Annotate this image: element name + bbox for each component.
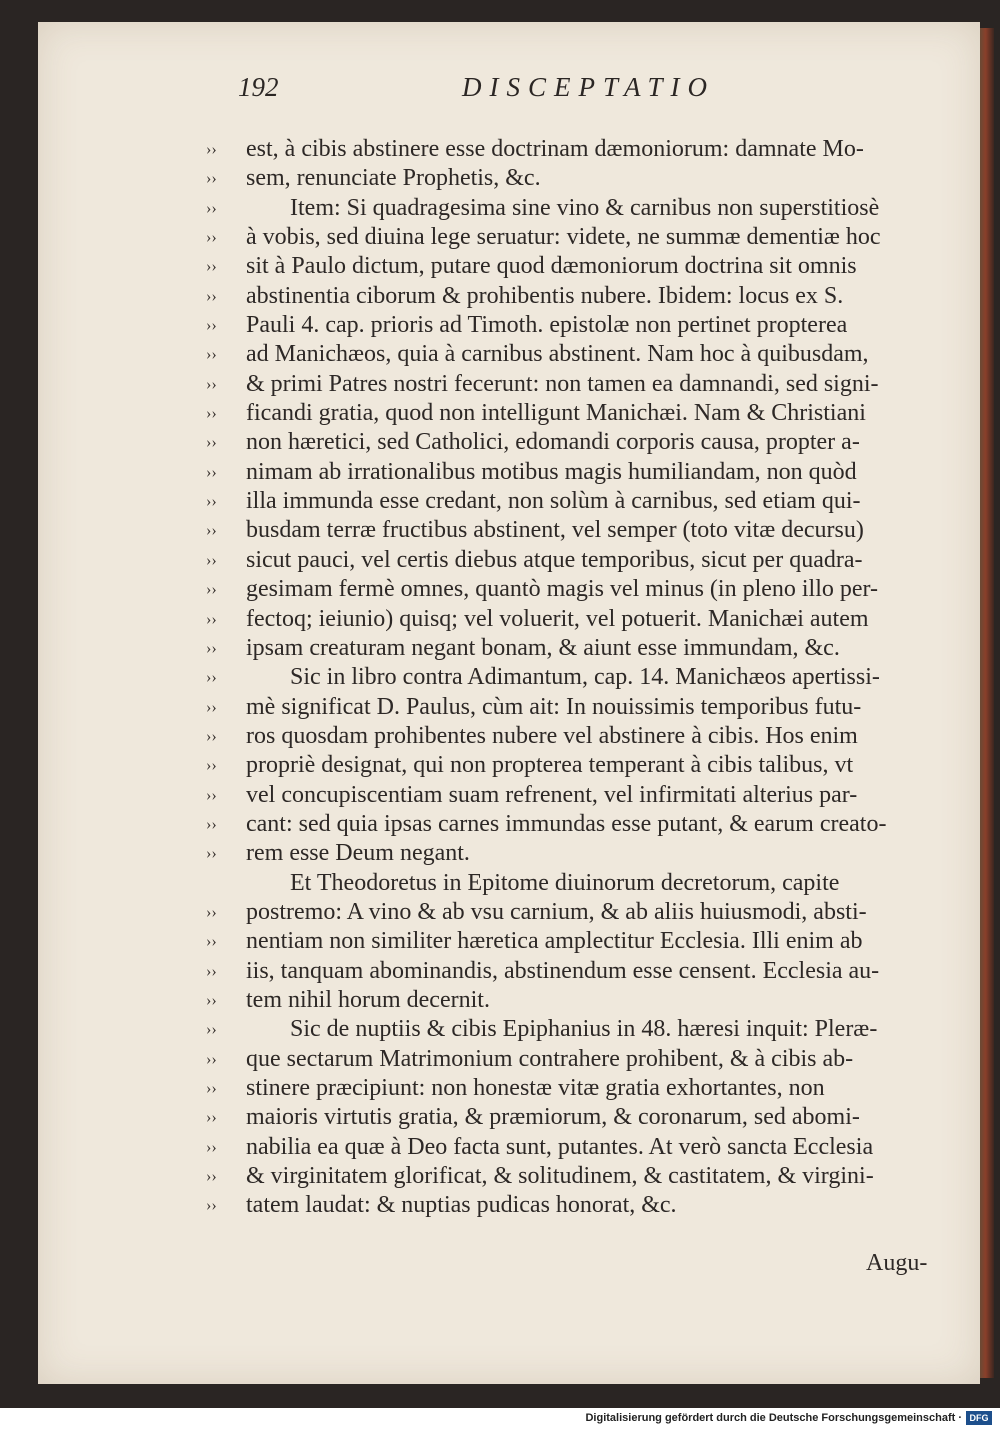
text-line (206, 1133, 946, 1162)
text-line (206, 722, 946, 751)
quote-mark: ›› (206, 170, 217, 188)
line-text: mè significat D. Paulus, cùm ait: In nouissimis temporibus futu- (246, 693, 862, 720)
line-text: cant: sed quia ipsas carnes immundas esse putant, & earum creato- (246, 810, 887, 837)
quote-mark: ›› (206, 493, 217, 511)
text-line (206, 487, 946, 516)
text-line (206, 282, 946, 311)
line-text: Sic de nuptiis & cibis Epiphanius in 48. hæresi inquit: Pleræ- (290, 1016, 878, 1043)
text-line (206, 693, 946, 722)
text-line (206, 634, 946, 663)
line-text: nentiam non similiter hæretica amplectitur Ecclesia. Illi enim ab (246, 928, 863, 955)
text-line (206, 1191, 946, 1220)
quote-mark: ›› (206, 405, 217, 423)
text-line (206, 957, 946, 986)
line-text: stinere præcipiunt: non honestæ vitæ gratia exhortantes, non (246, 1075, 825, 1101)
line-text: propriè designat, qui non propterea temperant à cibis talibus, vt (246, 752, 854, 779)
text-block (206, 135, 946, 1221)
text-line (206, 751, 946, 780)
quote-mark: ›› (206, 903, 217, 921)
page-number: 192 (238, 72, 279, 102)
text-line (206, 399, 946, 428)
quote-mark: ›› (206, 1021, 217, 1039)
quote-mark: ›› (206, 1197, 217, 1215)
line-text: ros quosdam prohibentes nubere vel abstinere à cibis. Hos enim (246, 722, 858, 749)
line-text: abstinentia ciborum & prohibentis nubere. Ibidem: locus ex S. (246, 282, 844, 309)
line-text: vel concupiscentiam suam refrenent, vel infirmitati alterius par- (246, 781, 858, 808)
text-line (206, 135, 946, 164)
footer-credit: Digitalisierung gefördert durch die Deutsche Forschungsgemeinschaft · (585, 1412, 962, 1424)
line-text: sem, renunciate Prophetis, &c. (246, 165, 541, 192)
text-line (206, 1162, 946, 1191)
quote-mark: ›› (206, 1138, 217, 1156)
text-line (206, 781, 946, 810)
quote-mark: ›› (206, 346, 217, 364)
line-text: ipsam creaturam negant bonam, & aiunt esse immundam, &c. (246, 634, 840, 661)
text-line (206, 1103, 946, 1132)
quote-mark: ›› (206, 258, 217, 276)
quote-mark: ›› (206, 463, 217, 481)
quote-mark: ›› (206, 141, 217, 158)
line-text: Sic in libro contra Adimantum, cap. 14. Manichæos apertissi- (290, 664, 880, 691)
text-line (206, 194, 946, 223)
line-text: ficandi gratia, quod non intelligunt Manichæi. Nam & Christiani (246, 400, 866, 427)
text-line (206, 458, 946, 487)
quote-mark: ›› (206, 375, 217, 393)
text-line (206, 839, 946, 868)
running-head (238, 72, 715, 103)
text-line (206, 1015, 946, 1044)
text-line (206, 428, 946, 457)
quote-mark: ›› (206, 199, 217, 217)
running-title: DISCEPTATIO (462, 72, 715, 102)
quote-mark: ›› (206, 317, 217, 335)
line-text: Pauli 4. cap. prioris ad Timoth. epistolæ non pertinet propterea (246, 312, 848, 339)
text-line (206, 575, 946, 604)
line-text: fectoq; ieiunio) quisq; vel voluerit, vel potuerit. Manichæi autem (246, 605, 869, 632)
text-line (206, 164, 946, 193)
line-text: sicut pauci, vel certis diebus atque temporibus, sicut per quadra- (246, 546, 863, 573)
line-text: nabilia ea quæ à Deo facta sunt, putantes. At verò sancta Ecclesia (246, 1133, 874, 1160)
text-line (206, 340, 946, 369)
text-line (206, 898, 946, 927)
quote-mark: ›› (206, 727, 217, 745)
quote-mark: ›› (206, 1050, 217, 1068)
line-text: Et Theodoretus in Epitome diuinorum decretorum, capite (290, 869, 840, 896)
line-text: que sectarum Matrimonium contrahere prohibent, & à cibis ab- (246, 1045, 854, 1072)
line-text: tatem laudat: & nuptias pudicas honorat, &c. (246, 1192, 677, 1219)
text-line (206, 370, 946, 399)
line-text: & primi Patres nostri fecerunt: non tamen ea damnandi, sed signi- (246, 370, 879, 397)
text-line (206, 546, 946, 575)
quote-mark: ›› (206, 287, 217, 305)
quote-mark: ›› (206, 1109, 217, 1127)
line-text: sit à Paulo dictum, putare quod dæmoniorum doctrina sit omnis (246, 253, 857, 280)
quote-mark: ›› (206, 962, 217, 980)
text-line (206, 252, 946, 281)
quote-mark: ›› (206, 1168, 217, 1186)
text-line (206, 869, 946, 898)
text-line (206, 1074, 946, 1103)
line-text: Item: Si quadragesima sine vino & carnibus non superstitiosè (290, 194, 880, 221)
quote-mark: ›› (206, 991, 217, 1009)
line-text: ad Manichæos, quia à carnibus abstinent. Nam hoc à quibusdam, (246, 341, 869, 368)
text-line (206, 986, 946, 1015)
text-line (206, 927, 946, 956)
quote-mark: ›› (206, 815, 217, 833)
text-line (206, 516, 946, 545)
line-text: rem esse Deum negant. (246, 840, 470, 867)
line-text: postremo: A vino & ab vsu carnium, & ab aliis huiusmodi, absti- (246, 898, 867, 925)
line-text: non hæretici, sed Catholici, edomandi corporis causa, propter a- (246, 429, 860, 456)
line-text: gesimam fermè omnes, quantò magis vel minus (in pleno illo per- (246, 576, 879, 603)
quote-mark: ›› (206, 434, 217, 452)
line-text: nimam ab irrationalibus motibus magis humiliandam, non quòd (246, 458, 857, 485)
page-edge (980, 28, 994, 1378)
line-text: & virginitatem glorificat, & solitudinem, & castitatem, & virgini- (246, 1163, 874, 1190)
line-text: maioris virtutis gratia, & præmiorum, & coronarum, sed abomi- (246, 1104, 860, 1131)
quote-mark: ›› (206, 698, 217, 716)
quote-mark: ›› (206, 610, 217, 628)
quote-mark: ›› (206, 786, 217, 804)
text-line (206, 223, 946, 252)
line-text: illa immunda esse credant, non solùm à carnibus, sed etiam qui- (246, 488, 861, 515)
quote-mark: ›› (206, 522, 217, 540)
quote-mark: ›› (206, 845, 217, 863)
text-line (206, 605, 946, 634)
footer-bar (0, 1408, 1000, 1429)
quote-mark: ›› (206, 581, 217, 599)
quote-mark: ›› (206, 229, 217, 247)
quote-mark: ›› (206, 1080, 217, 1097)
line-text: busdam terræ fructibus abstinent, vel semper (toto vitæ decursu) (246, 517, 864, 544)
dfg-logo: DFG (966, 1411, 992, 1425)
text-line (206, 1045, 946, 1074)
text-line (206, 663, 946, 692)
line-text: tem nihil horum decernit. (246, 986, 490, 1013)
line-text: à vobis, sed diuina lege seruatur: videte, ne summæ dementiæ hoc (246, 224, 881, 251)
catchword: Augu- (866, 1250, 928, 1276)
text-line (206, 311, 946, 340)
quote-mark: ›› (206, 639, 217, 657)
quote-mark: ›› (206, 933, 217, 951)
quote-mark: ›› (206, 669, 217, 687)
quote-mark: ›› (206, 757, 217, 775)
quote-mark: ›› (206, 551, 217, 569)
line-text: iis, tanquam abominandis, abstinendum esse censent. Ecclesia au- (246, 957, 880, 984)
line-text: est, à cibis abstinere esse doctrinam dæmoniorum: damnate Mo- (246, 136, 864, 162)
text-line (206, 810, 946, 839)
